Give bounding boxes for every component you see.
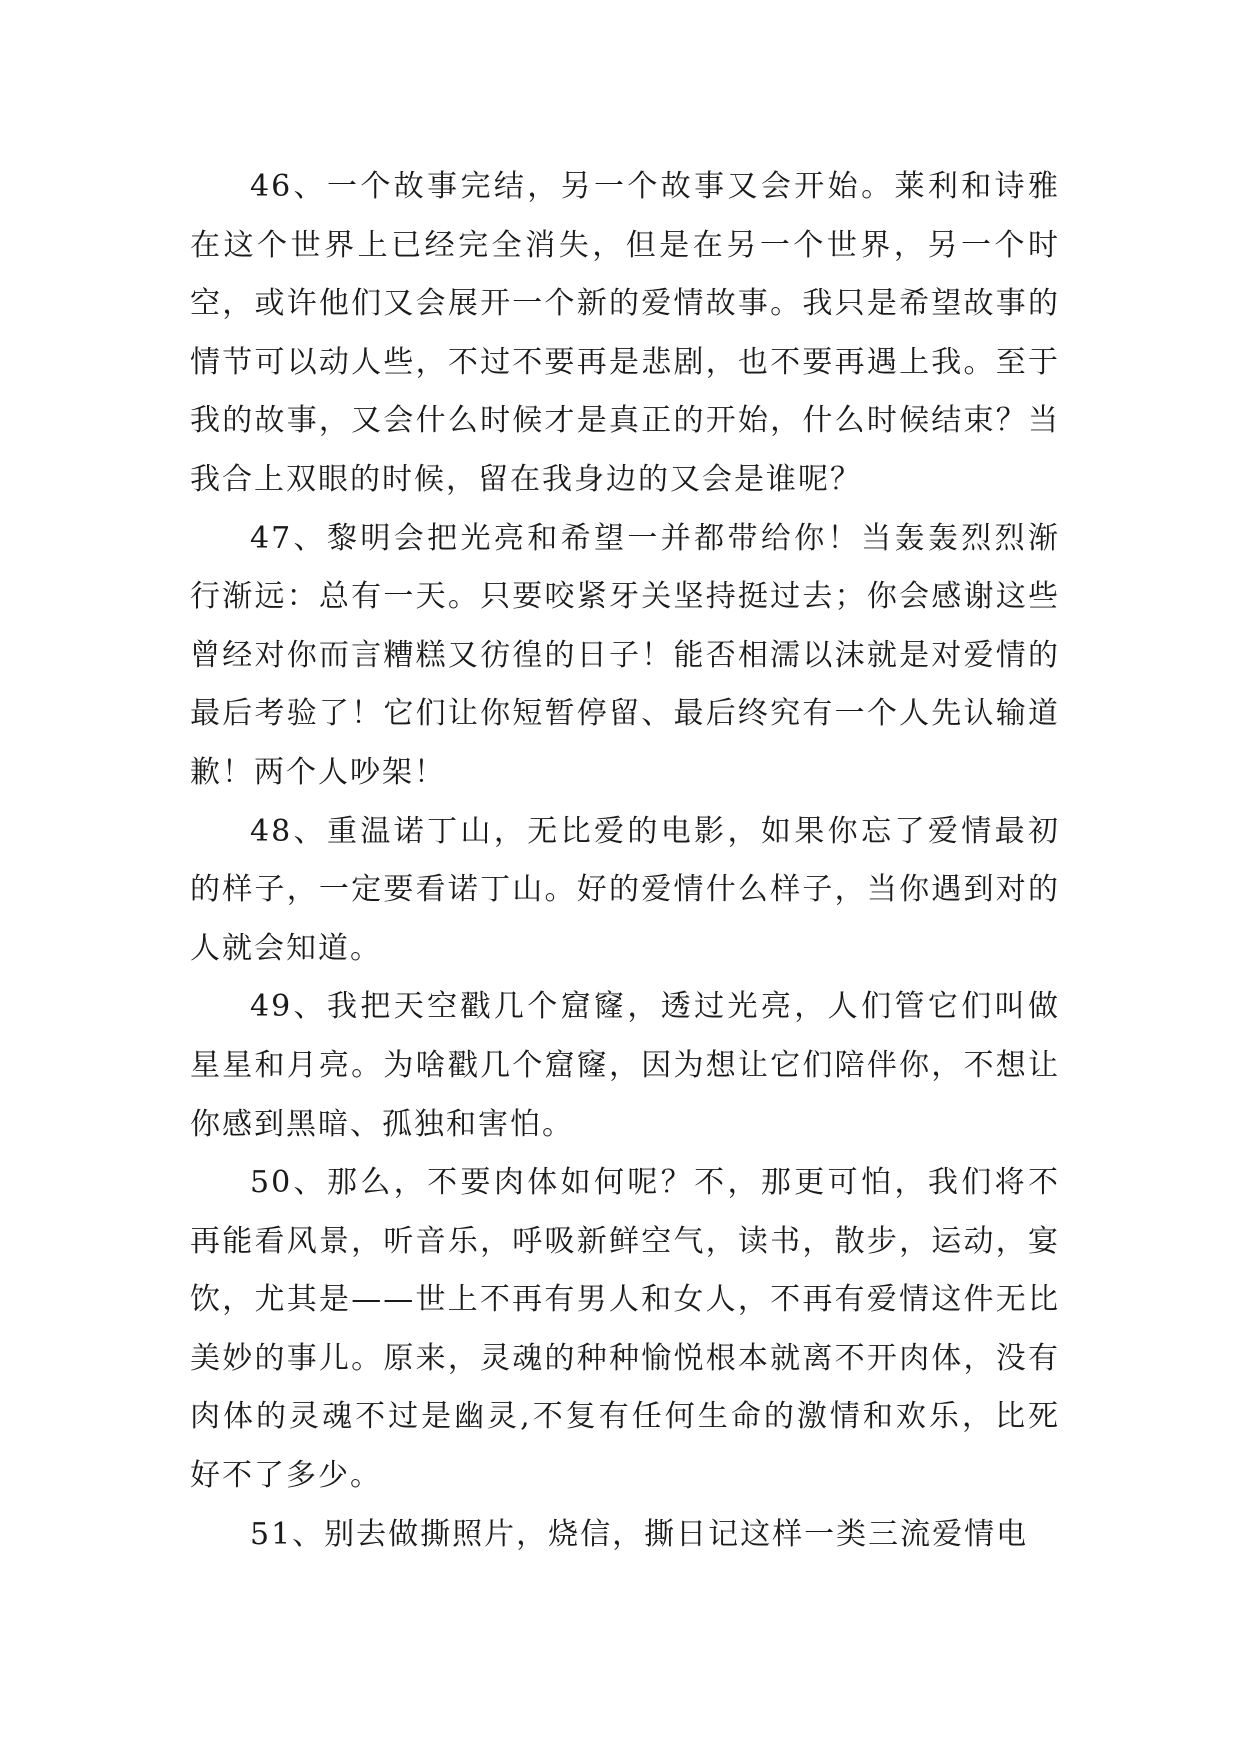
document-body xyxy=(190,158,1060,1564)
paragraph-49: 49、我把天空戳几个窟窿，透过光亮，人们管它们叫做星星和月亮。为啥戳几个窟窿，因为想让它们陪伴你，不想让你感到黑暗、孤独和害怕。 xyxy=(190,989,1060,1142)
paragraph-46: 46、一个故事完结，另一个故事又会开始。莱利和诗雅在这个世界上已经完全消失，但是在另一个世界，另一个时空，或许他们又会展开一个新的爱情故事。我只是希望故事的情节可以动人些，不过不要再是悲剧，也不要再遇上我。至于我的故事，又会什么时候才是真正的开始，什么时候结束？当我合上双眼的时候，留在我身边的又会是谁呢？ xyxy=(190,169,1060,497)
paragraph-50: 50、那么，不要肉体如何呢？不，那更可怕，我们将不再能看风景，听音乐，呼吸新鲜空气，读书，散步，运动，宴饮，尤其是——世上不再有男人和女人，不再有爱情这件无比美妙的事儿。原来，灵魂的种种愉悦根本就离不开肉体，没有肉体的灵魂不过是幽灵,不复有任何生命的激情和欢乐，比死好不了多少。 xyxy=(190,1165,1060,1494)
paragraph-51: 51、别去做撕照片，烧信，撕日记这样一类三流爱情电 xyxy=(250,1516,1029,1552)
paragraph-47: 47、黎明会把光亮和希望一并都带给你！当轰轰烈烈渐行渐远：总有一天。只要咬紧牙关坚持挺过去；你会感谢这些曾经对你而言糟糕又彷徨的日子！能否相濡以沫就是对爱情的最后考验了！它们让你短暂停留、最后终究有一个人先认输道歉！两个人吵架！ xyxy=(190,520,1060,790)
paragraph-48: 48、重温诺丁山，无比爱的电影，如果你忘了爱情最初的样子，一定要看诺丁山。好的爱情什么样子，当你遇到对的人就会知道。 xyxy=(190,813,1060,966)
